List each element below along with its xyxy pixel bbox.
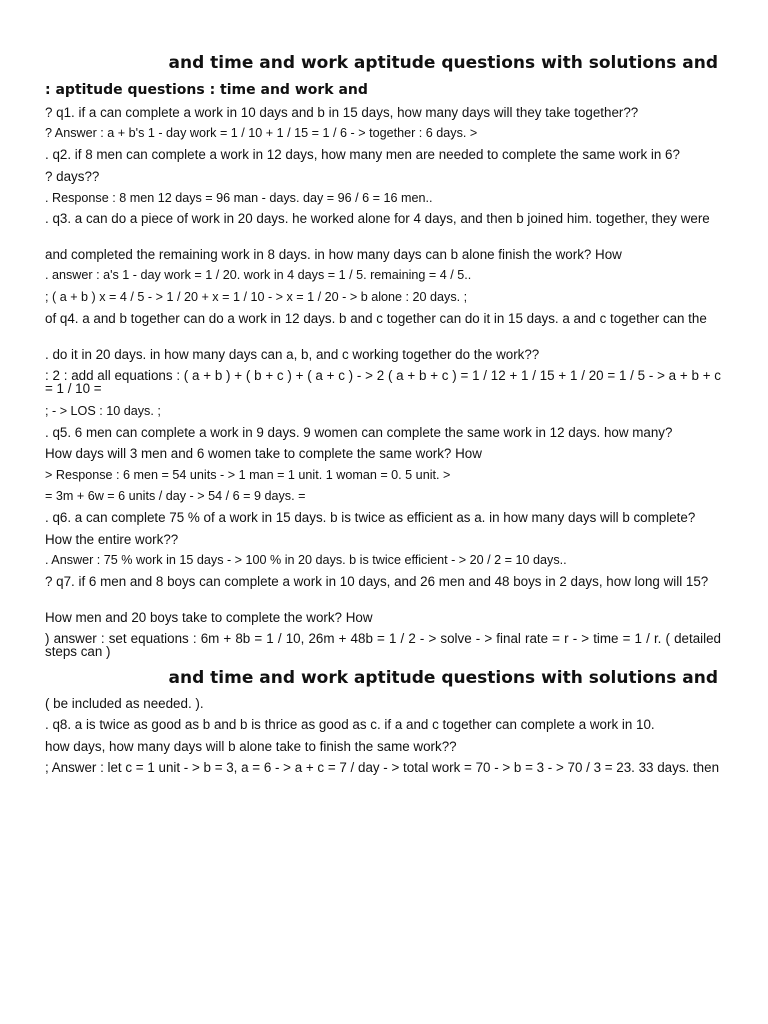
text-line: ? q7. if 6 men and 8 boys can complete a work in 10 days, and 26 men and 48 boys in 2 days, how long will 15? <box>45 574 709 589</box>
text-line: = 3m + 6w = 6 units / day - > 54 / 6 = 9 days. = <box>45 489 306 503</box>
text-line: . q5. 6 men can complete a work in 9 days. 9 women can complete the same work in 12 days. how many? <box>45 425 673 440</box>
text-line: How the entire work?? <box>45 532 179 547</box>
text-line: . do it in 20 days. in how many days can a, b, and c working together do the work?? <box>45 347 540 362</box>
text-line: . Response : 8 men 12 days = 96 man - days. day = 96 / 6 = 16 men.. <box>45 191 433 205</box>
text-line: ; Answer : let c = 1 unit - > b = 3, a = 6 - > a + c = 7 / day - > total work = 70 - > b = 3 - > 70 / 3 = 23. 33 days. then <box>45 760 720 775</box>
text-line: : 2 : add all equations : ( a + b ) + ( b + c ) + ( a + c ) - > 2 ( a + b + c ) = 1 / 12 + 1 / 15 + 1 / 20 = 1 / 5 - > a + b + c = 1 / 10 = <box>45 368 721 396</box>
text-line: . q2. if 8 men can complete a work in 12 days, how many men are needed to complete the same work in 6? <box>45 147 680 162</box>
text-line: and completed the remaining work in 8 days. in how many days can b alone finish the work? How <box>45 247 622 262</box>
text-line: ? Answer : a + b's 1 - day work = 1 / 10 + 1 / 15 = 1 / 6 - > together : 6 days. > <box>45 126 478 140</box>
page-title: and time and work aptitude questions with solutions and <box>168 53 718 73</box>
text-line: of q4. a and b together can do a work in 12 days. b and c together can do it in 15 days. a and c together can the <box>45 311 707 326</box>
text-line: ; - > LOS : 10 days. ; <box>45 404 161 418</box>
page-title-repeat: and time and work aptitude questions with solutions and <box>168 668 718 688</box>
text-line: How days will 3 men and 6 women take to complete the same work? How <box>45 446 482 461</box>
text-line: ; ( a + b ) x = 4 / 5 - > 1 / 20 + x = 1 / 10 - > x = 1 / 20 - > b alone : 20 days. ; <box>45 290 468 304</box>
text-line: . q6. a can complete 75 % of a work in 15 days. b is twice as efficient as a. in how many days will b complete? <box>45 510 696 525</box>
text-line: . Answer : 75 % work in 15 days - > 100 % in 20 days. b is twice efficient - > 20 / 2 = 10 days.. <box>45 553 567 567</box>
text-line: . q8. a is twice as good as b and b is thrice as good as c. if a and c together can complete a work in 10. <box>45 717 655 732</box>
text-line: ( be included as needed. ). <box>45 696 204 711</box>
text-line: . q3. a can do a piece of work in 20 days. he worked alone for 4 days, and then b joined him. together, they were <box>45 211 710 226</box>
text-line: How men and 20 boys take to complete the work? How <box>45 610 373 625</box>
text-line: ) answer : set equations : 6m + 8b = 1 / 10, 26m + 48b = 1 / 2 - > solve - > final rate = r - > time = 1 / r. ( detailed steps can ) <box>45 631 721 659</box>
text-line: ? q1. if a can complete a work in 10 days and b in 15 days, how many days will they take together?? <box>45 105 639 120</box>
text-line: > Response : 6 men = 54 units - > 1 man = 1 unit. 1 woman = 0. 5 unit. > <box>45 468 451 482</box>
text-line: how days, how many days will b alone take to finish the same work?? <box>45 739 457 754</box>
section-heading: : aptitude questions : time and work and <box>45 82 368 98</box>
text-line: ? days?? <box>45 169 100 184</box>
text-line: . answer : a's 1 - day work = 1 / 20. work in 4 days = 1 / 5. remaining = 4 / 5.. <box>45 268 472 282</box>
